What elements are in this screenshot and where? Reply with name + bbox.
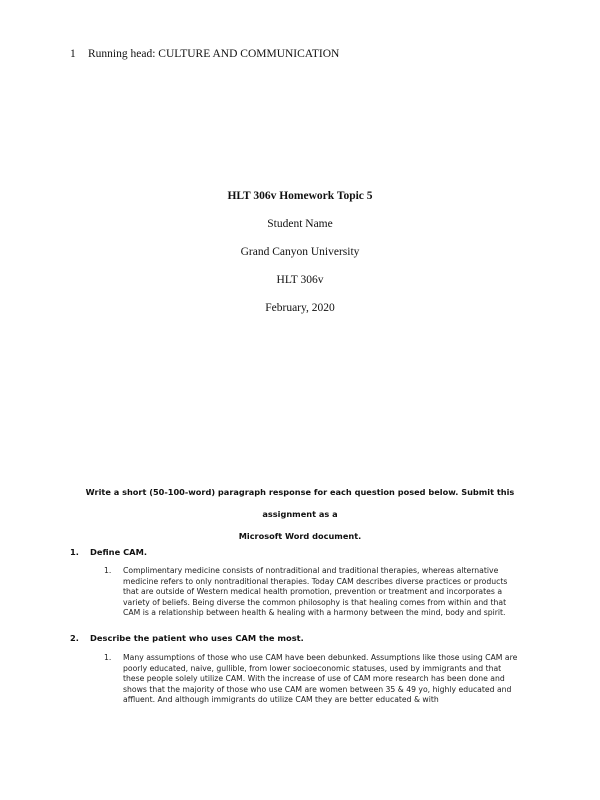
answer-paragraph: [104, 566, 518, 619]
student-name: Student Name: [267, 218, 333, 230]
answer-text: Complimentary medicine consists of nontraditional and traditional therapies, whereas alternative medicine refers to only nontraditional therapies. Today CAM describes diverse practices or products that are outside of Western medical health promotion, prevention or treatment and incorporates a variety of beliefs. Being diverse the common philosophy is that healing comes from within and that CAM is a relationship between health & healing with a harmony between the mind, body and spirit.: [123, 566, 508, 618]
university-name: Grand Canyon University: [240, 246, 360, 258]
running-head: Running head: CULTURE AND COMMUNICATION: [88, 48, 340, 60]
answer-text: Many assumptions of those who use CAM have been debunked. Assumptions like those using CAM are poorly educated, naive, gullible, from lower socioeconomic statuses, used by immigrants and that these people solely utilize CAM. With the increase of use of CAM more research has been done and shows that the majority of those who use CAM are women between 35 & 49 yo, highly educated and affluent. And although immigrants do utilize CAM they are better educated & with: [123, 653, 518, 705]
running-head-line: [70, 48, 339, 60]
page-number: 1: [70, 48, 76, 60]
question-number: 2.: [70, 633, 79, 643]
title-block: [0, 188, 600, 328]
document-title: HLT 306v Homework Topic 5: [227, 190, 373, 202]
instructions-line-1: Write a short (50-100-word) paragraph response for each question posed below. Submit this assignment as a: [85, 487, 515, 519]
answer-number: 1.: [104, 566, 112, 575]
question-number: 1.: [70, 547, 79, 557]
answer-paragraph: [104, 653, 518, 706]
answer-number: 1.: [104, 653, 112, 662]
document-date: February, 2020: [265, 302, 335, 314]
question-heading: [70, 633, 304, 643]
instructions-line-2: Microsoft Word document.: [238, 531, 362, 541]
assignment-instructions: [60, 481, 540, 547]
course-code: HLT 306v: [276, 274, 324, 286]
question-text: Describe the patient who uses CAM the most.: [90, 633, 304, 643]
question-text: Define CAM.: [90, 547, 148, 557]
question-heading: [70, 547, 147, 557]
